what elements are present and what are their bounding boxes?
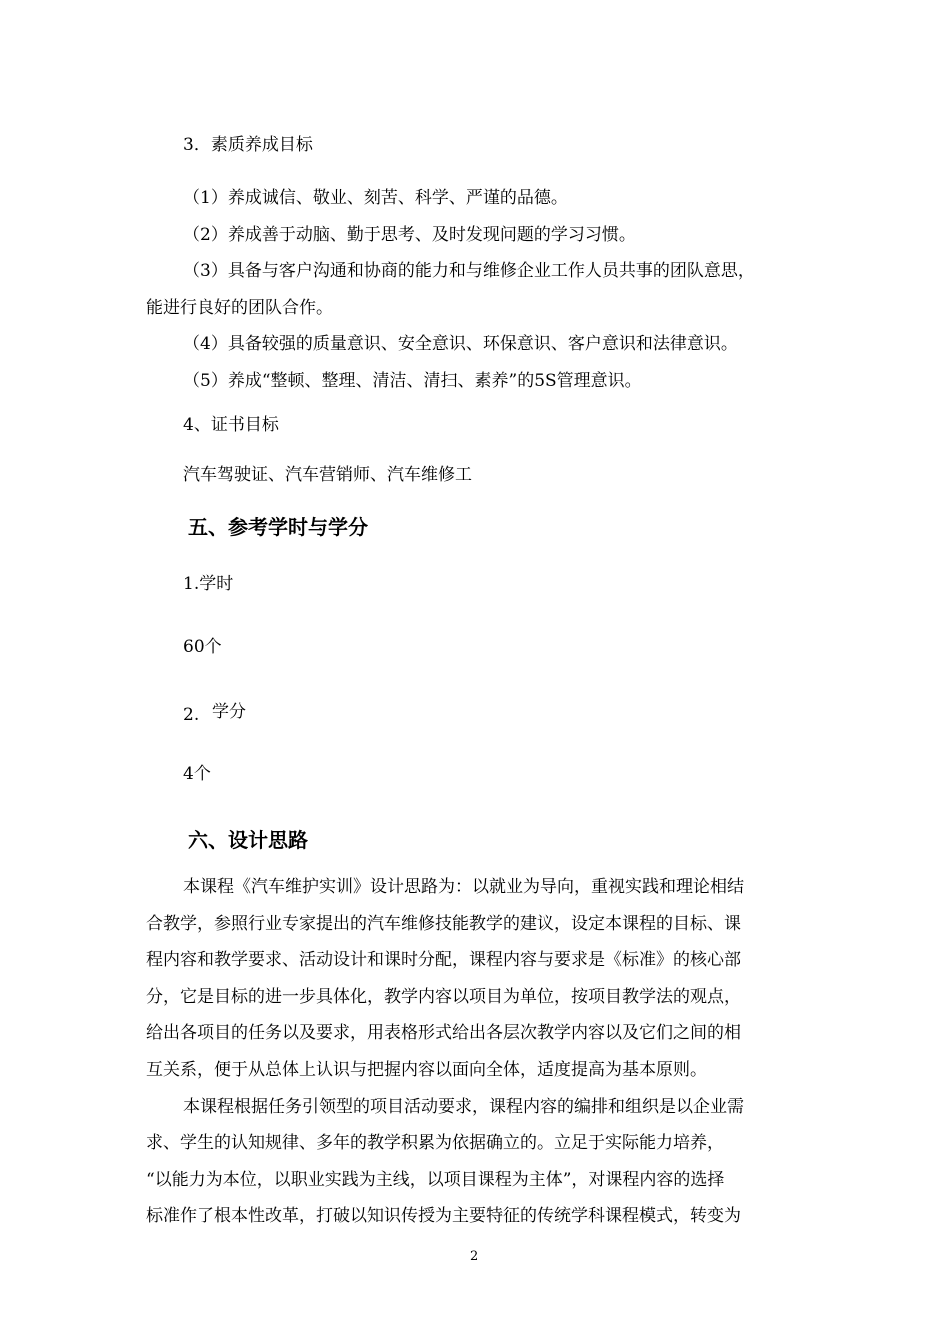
section-3-item-3-cont: 能进行良好的团队合作。 bbox=[146, 298, 333, 318]
design-para-2-line-2: 求、学生的认知规律、多年的教学积累为依据确立的。立足于实际能力培养， bbox=[146, 1133, 724, 1153]
hours-value: 60个 bbox=[183, 637, 222, 657]
chapter-5-title: 五、参考学时与学分 bbox=[188, 515, 368, 539]
design-para-1-line-5: 给出各项目的任务以及要求，用表格形式给出各层次教学内容以及它们之间的相 bbox=[146, 1023, 741, 1043]
section-3-item-3: （3）具备与客户沟通和协商的能力和与维修企业工作人员共事的团队意思， bbox=[183, 261, 755, 281]
chapter-6-title: 六、设计思路 bbox=[188, 828, 308, 852]
credits-label: 学分 bbox=[212, 702, 246, 722]
design-para-2-line-4: 标准作了根本性改革，打破以知识传授为主要特征的传统学科课程模式，转变为 bbox=[146, 1206, 741, 1226]
design-para-2-line-3: “以能力为本位，以职业实践为主线，以项目课程为主体”，对课程内容的选择 bbox=[146, 1170, 725, 1190]
design-para-1-line-6: 互关系，便于从总体上认识与把握内容以面向全体，适度提高为基本原则。 bbox=[146, 1060, 707, 1080]
section-3-item-4: （4）具备较强的质量意识、安全意识、环保意识、客户意识和法律意识。 bbox=[183, 334, 738, 354]
section-4-heading: 4、证书目标 bbox=[183, 415, 279, 435]
section-3-heading: 3．素质养成目标 bbox=[183, 135, 313, 155]
hours-label: 1.学时 bbox=[183, 574, 234, 594]
credits-value: 4个 bbox=[183, 764, 211, 784]
section-3-item-5: （5）养成“整顿、整理、清洁、清扫、素养”的5S管理意识。 bbox=[183, 371, 642, 391]
design-para-1-line-4: 分，它是目标的进一步具体化，教学内容以项目为单位，按项目教学法的观点， bbox=[146, 987, 741, 1007]
page-number: 2 bbox=[470, 1249, 479, 1264]
design-para-2-line-1: 本课程根据任务引领型的项目活动要求，课程内容的编排和组织是以企业需 bbox=[183, 1097, 744, 1117]
design-para-1-line-2: 合教学，参照行业专家提出的汽车维修技能教学的建议，设定本课程的目标、课 bbox=[146, 914, 741, 934]
design-para-1-line-1: 本课程《汽车维护实训》设计思路为：以就业为导向，重视实践和理论相结 bbox=[183, 877, 744, 897]
credits-number: 2. bbox=[183, 705, 200, 725]
section-4-text: 汽车驾驶证、汽车营销师、汽车维修工 bbox=[183, 465, 472, 485]
section-3-item-2: （2）养成善于动脑、勤于思考、及时发现问题的学习习惯。 bbox=[183, 225, 636, 245]
section-3-item-1: （1）养成诚信、敬业、刻苦、科学、严谨的品德。 bbox=[183, 188, 568, 208]
design-para-1-line-3: 程内容和教学要求、活动设计和课时分配，课程内容与要求是《标准》的核心部 bbox=[146, 950, 741, 970]
